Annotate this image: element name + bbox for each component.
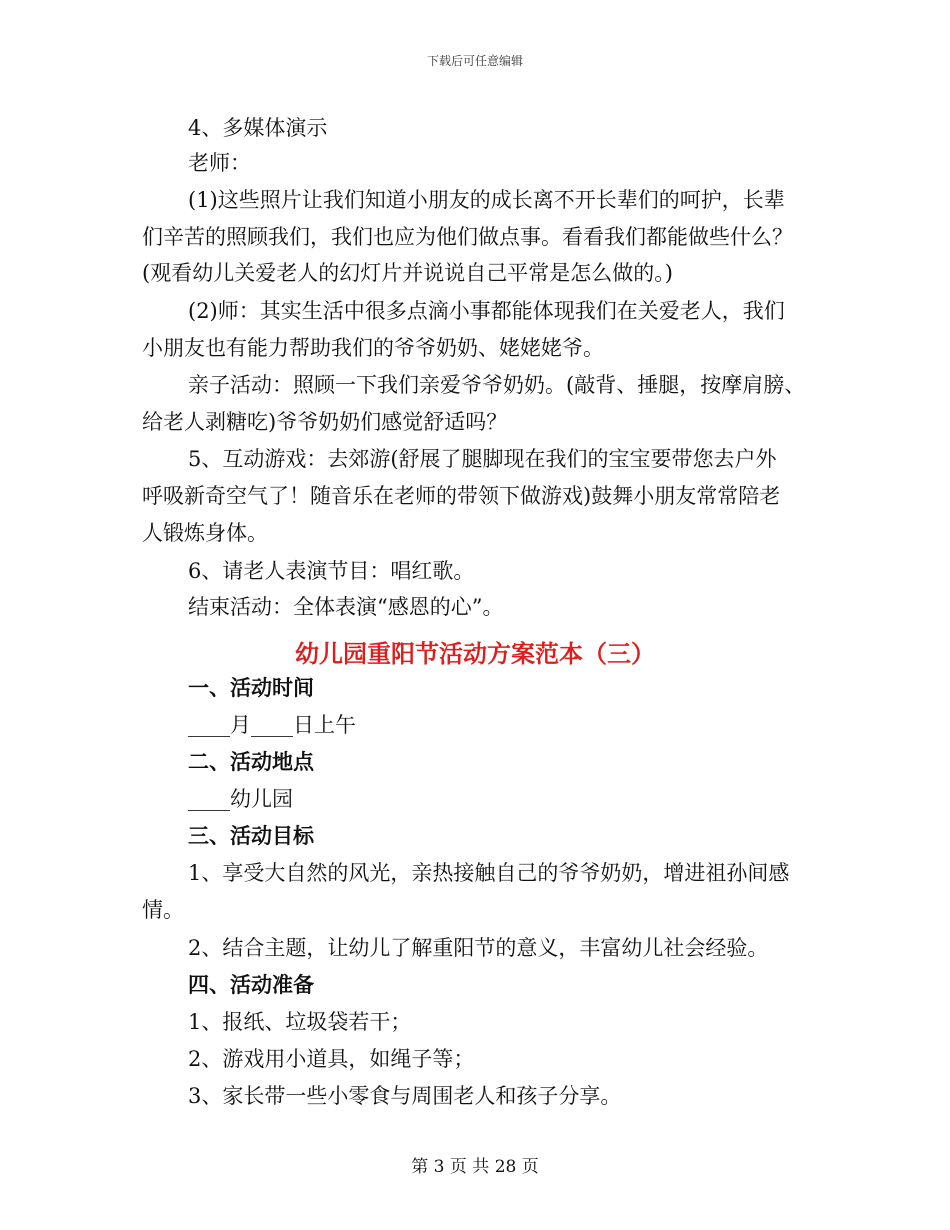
text-line: 6、请老人表演节目：唱红歌。: [188, 559, 475, 583]
text-line: 们辛苦的照顾我们，我们也应为他们做点事。看看我们都能做些什么？: [142, 225, 793, 249]
text-line: 给老人剥糖吃)爷爷奶奶们感觉舒适吗？: [142, 410, 508, 434]
text-line: 呼吸新奇空气了！随音乐在老师的带领下做游戏)鼓舞小朋友常常陪老: [142, 484, 781, 508]
page-footer: 第 3 页 共 28 页: [411, 1157, 539, 1177]
text-line: 1、享受大自然的风光，亲热接触自己的爷爷奶奶，增进祖孙间感: [188, 861, 790, 885]
text-line: 2、游戏用小道具，如绳子等；: [188, 1047, 475, 1071]
text-line: ____幼儿园: [188, 787, 293, 811]
text-line: 4、多媒体演示: [188, 116, 328, 140]
text-line: 3、家长带一些小零食与周围老人和孩子分享。: [188, 1084, 622, 1108]
section-title: 幼儿园重阳节活动方案范本（三）: [295, 640, 655, 668]
text-line: (2)师：其实生活中很多点滴小事都能体现我们在关爱老人，我们: [188, 299, 785, 323]
text-line: (1)这些照片让我们知道小朋友的成长离不开长辈们的呵护，长辈: [188, 188, 785, 212]
text-line: 老师：: [188, 151, 251, 175]
text-line: 2、结合主题，让幼儿了解重阳节的意义，丰富幼儿社会经验。: [188, 936, 769, 960]
text-line: 5、互动游戏：去郊游(舒展了腿脚现在我们的宝宝要带您去户外: [188, 447, 777, 471]
text-line: (观看幼儿关爱老人的幻灯片并说说自己平常是怎么做的。): [142, 261, 673, 285]
section-heading: 一、活动时间: [188, 676, 314, 700]
text-line: 情。: [142, 898, 184, 922]
text-line: 小朋友也有能力帮助我们的爷爷奶奶、姥姥姥爷。: [142, 336, 604, 360]
text-line: 人锻炼身体。: [142, 521, 268, 545]
section-heading: 三、活动目标: [188, 824, 314, 848]
text-line: ____月____日上午: [188, 713, 356, 737]
text-line: 1、报纸、垃圾袋若干；: [188, 1010, 412, 1034]
text-line: 亲子活动：照顾一下我们亲爱爷爷奶奶。(敲背、捶腿，按摩肩膀、: [188, 373, 806, 397]
section-heading: 四、活动准备: [188, 973, 314, 997]
page-header: 下载后可任意编辑: [426, 54, 523, 68]
text-line: 结束活动：全体表演“感恩的心”。: [188, 595, 504, 619]
section-heading: 二、活动地点: [188, 750, 314, 774]
